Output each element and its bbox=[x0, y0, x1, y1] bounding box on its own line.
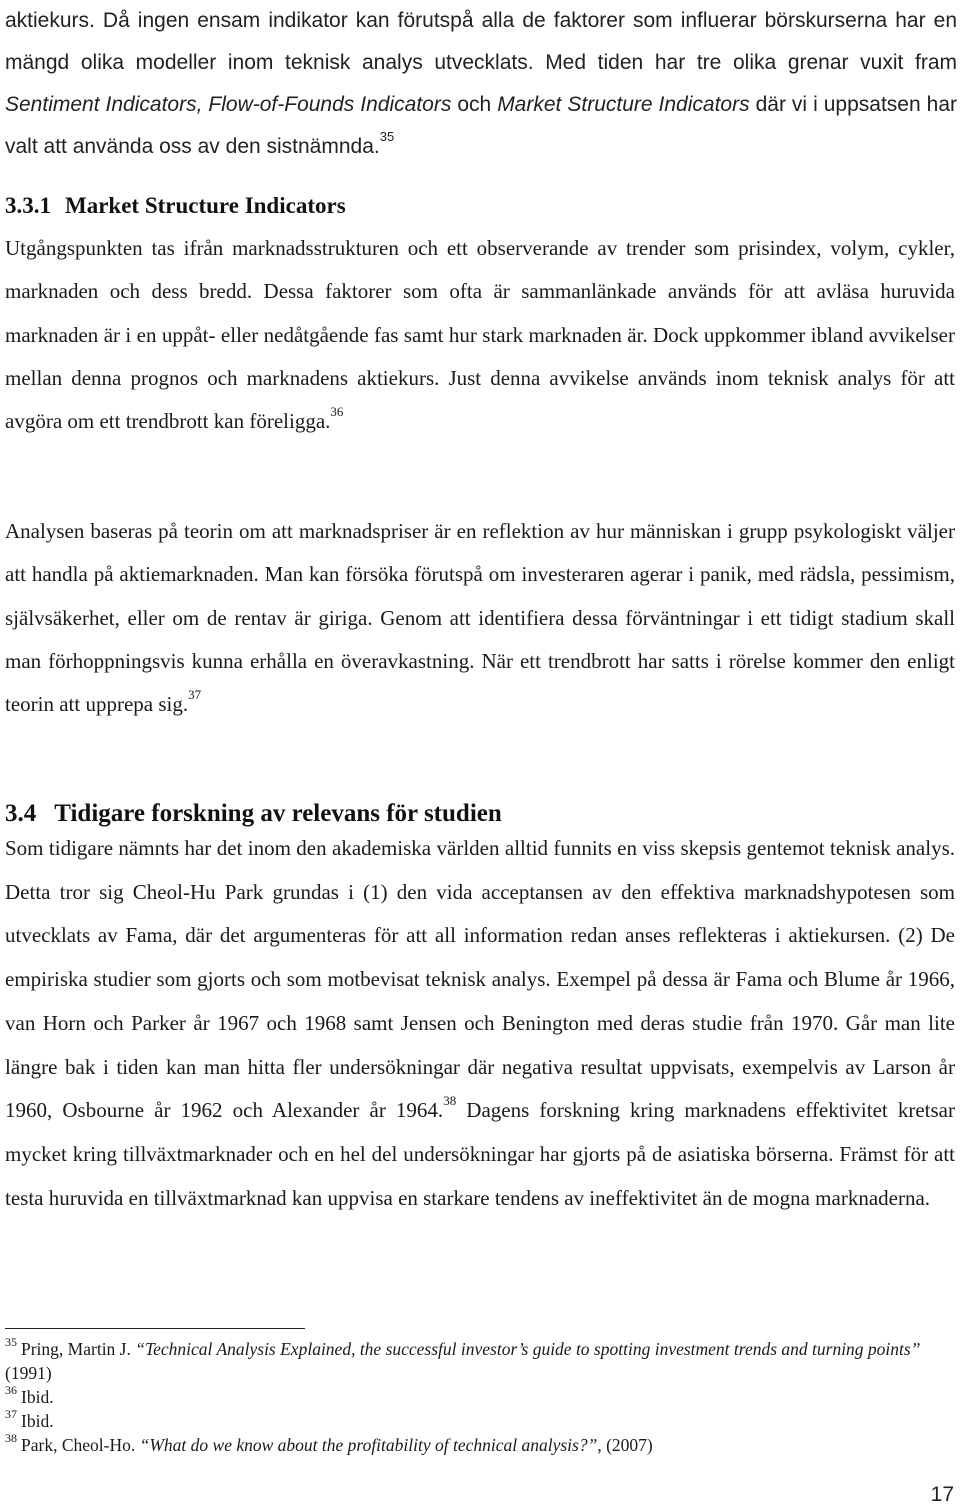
section-number: 3.3.1 bbox=[5, 193, 51, 218]
footnote-ref-35[interactable]: 35 bbox=[379, 129, 395, 144]
paragraph-text: Analysen baseras på teorin om att marknadspriser är en reflektion av hur människan i grupp psykologiskt väljer att handla på aktiemarknaden. Man kan försöka förutspå om investeraren agerar i panik, med rädsla, pessimism, självsäkerhet, eller om de rentav är giriga. Genom att identifiera dessa förväntningar i ett tidigt stadium skall man förhoppningsvis kunna erhålla en överavkastning. När ett trendbrott har satts i rörelse kommer den enligt teorin att upprepa sig. bbox=[5, 519, 955, 717]
footnote-author: Pring, Martin J. bbox=[21, 1339, 136, 1359]
paragraph-previous-research bbox=[5, 827, 955, 1220]
paragraph-text: Utgångspunkten tas ifrån marknadsstrukturen och ett observerande av trender som prisindex, volym, cykler, marknaden och dess bredd. Dessa faktorer som ofta är sammanlänkade används för att avläsa huruvida marknaden är i en uppåt- eller nedåtgående fas samt hur stark marknaden är. Dock uppkommer ibland avvikelser mellan denna prognos och marknadens aktiekurs. Just denna avvikelse används inom teknisk analys för att avgöra om ett trendbrott kan föreligga. bbox=[5, 236, 955, 434]
paragraph-text: Som tidigare nämnts har det inom den akademiska världen alltid funnits en viss skepsis gentemot teknisk analys. Detta tror sig Cheol-Hu Park grundas i (1) den vida acceptansen av den effektiva marknadshypotesen som utvecklats av Fama, där det argumenteras för att all information redan anses reflekteras i aktiekursen. (2) De empiriska studier som gjorts och som motbevisat teknisk analys. Exempel på dessa är Fama och Blume år 1966, van Horn och Parker år 1967 och 1968 samt Jensen och Benington med deras studie från 1970. Går man lite längre bak i tiden kan man hitta fler undersökningar där negativa resultat uppvisats, exempelvis av Larson år 1960, Osbourne år 1962 och Alexander år 1964. bbox=[5, 836, 955, 1123]
footnote-ref-38[interactable]: 38 bbox=[443, 1093, 457, 1109]
footnote-38 bbox=[5, 1433, 955, 1457]
intro-text: aktiekurs. Då ingen ensam indikator kan förutspå alla de faktorer som influerar börskurserna har en mängd olika modeller inom teknisk analys utvecklats. Med tiden har tre olika grenar vuxit fram bbox=[5, 9, 957, 74]
footnote-separator bbox=[5, 1328, 305, 1329]
footnote-ref-36[interactable]: 36 bbox=[330, 404, 344, 420]
section-heading-3-3-1 bbox=[5, 186, 346, 226]
section-title: Market Structure Indicators bbox=[65, 193, 346, 218]
footnote-text: Ibid. bbox=[21, 1387, 54, 1407]
footnote-year: , (2007) bbox=[597, 1435, 653, 1455]
section-title: Tidigare forskning av relevans för studien bbox=[54, 800, 502, 827]
footnote-number: 37 bbox=[5, 1407, 17, 1422]
footnote-37 bbox=[5, 1409, 955, 1433]
footnote-year: (1991) bbox=[5, 1363, 52, 1383]
footnote-list bbox=[5, 1337, 955, 1457]
intro-italic-term-market-structure: Market Structure Indicators bbox=[497, 93, 750, 116]
footnote-36 bbox=[5, 1385, 955, 1409]
intro-italic-terms: Sentiment Indicators, Flow-of-Founds Indicators bbox=[5, 93, 452, 116]
footnote-text: Ibid. bbox=[21, 1411, 54, 1431]
footnote-title: “Technical Analysis Explained, the successful investor’s guide to spotting investment trends and turning points” bbox=[135, 1339, 921, 1359]
intro-paragraph bbox=[5, 0, 957, 168]
footnote-ref-37[interactable]: 37 bbox=[188, 687, 202, 703]
footnote-title: “What do we know about the profitability of technical analysis?” bbox=[139, 1435, 598, 1455]
footnote-author: Park, Cheol-Ho. bbox=[21, 1435, 140, 1455]
intro-text-end: där vi i uppsatsen har valt att använda oss av den sistnämnda. bbox=[5, 93, 957, 158]
footnote-number: 38 bbox=[5, 1431, 17, 1446]
footnote-number: 35 bbox=[5, 1335, 17, 1350]
paragraph-market-structure bbox=[5, 227, 955, 443]
intro-text-connector: och bbox=[451, 93, 498, 116]
footnote-35 bbox=[5, 1337, 955, 1385]
footnote-number: 36 bbox=[5, 1383, 17, 1398]
page-number: 17 bbox=[930, 1483, 954, 1506]
paragraph-text-continued: Dagens forskning kring marknadens effektivitet kretsar mycket kring tillväxtmarknader och en hel del undersökningar har gjorts på de asiatiska börserna. Främst för att testa huruvida en tillväxtmarknad kan uppvisa en starkare tendens av ineffektivitet än de mogna marknaderna. bbox=[5, 1098, 955, 1210]
section-number: 3.4 bbox=[5, 800, 37, 827]
paragraph-analysis-basis bbox=[5, 510, 955, 726]
